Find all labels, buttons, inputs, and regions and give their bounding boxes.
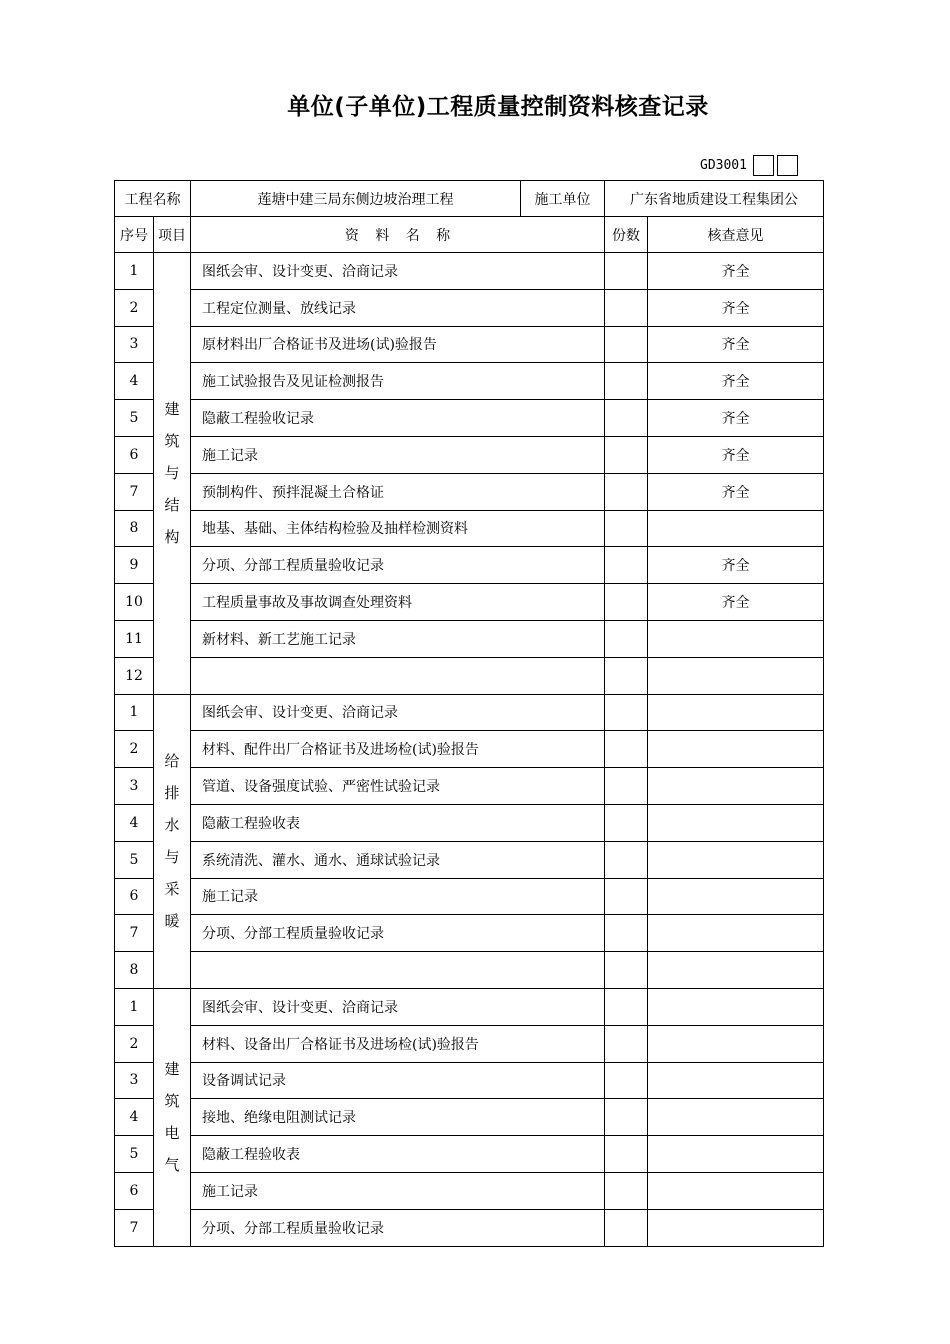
- row-opinion: [648, 620, 824, 657]
- row-material-name: 图纸会审、设计变更、洽商记录: [191, 988, 605, 1025]
- table-row: [115, 326, 824, 363]
- row-opinion: 齐全: [648, 584, 824, 621]
- table-row: [115, 878, 824, 915]
- row-seq: 6: [115, 436, 154, 473]
- row-opinion: [648, 1062, 824, 1099]
- row-opinion: 齐全: [648, 400, 824, 437]
- row-opinion: 齐全: [648, 436, 824, 473]
- table-row: [115, 363, 824, 400]
- row-material-name: 隐蔽工程验收表: [191, 1136, 605, 1173]
- group-name-char: 构: [164, 528, 180, 547]
- group-name: [154, 253, 191, 695]
- row-material-name: 材料、配件出厂合格证书及进场检(试)验报告: [191, 731, 605, 768]
- row-opinion: 齐全: [648, 363, 824, 400]
- row-copies: [605, 620, 648, 657]
- row-material-name: 分项、分部工程质量验收记录: [191, 1209, 605, 1246]
- row-opinion: [648, 657, 824, 694]
- row-material-name: 系统清洗、灌水、通水、通球试验记录: [191, 841, 605, 878]
- row-seq: 1: [115, 988, 154, 1025]
- row-seq: 7: [115, 1209, 154, 1246]
- project-name-value: 莲塘中建三局东侧边坡治理工程: [191, 181, 521, 217]
- form-code: GD3001: [700, 157, 747, 173]
- row-copies: [605, 1099, 648, 1136]
- row-material-name: 工程定位测量、放线记录: [191, 289, 605, 326]
- project-info-row: [115, 181, 824, 217]
- quality-control-table: [114, 180, 824, 1247]
- row-opinion: [648, 1172, 824, 1209]
- row-opinion: 齐全: [648, 289, 824, 326]
- row-material-name: 隐蔽工程验收表: [191, 804, 605, 841]
- row-seq: 3: [115, 1062, 154, 1099]
- row-material-name: 隐蔽工程验收记录: [191, 400, 605, 437]
- row-material-name: 地基、基础、主体结构检验及抽样检测资料: [191, 510, 605, 547]
- table-row: [115, 584, 824, 621]
- group-name-char: 筑: [164, 432, 180, 451]
- row-copies: [605, 400, 648, 437]
- row-opinion: [648, 1099, 824, 1136]
- row-opinion: [648, 694, 824, 731]
- row-copies: [605, 694, 648, 731]
- table-row: [115, 436, 824, 473]
- row-material-name: 施工记录: [191, 436, 605, 473]
- form-code-box-1[interactable]: [753, 155, 774, 176]
- row-copies: [605, 253, 648, 290]
- group-name-char: 气: [164, 1156, 180, 1175]
- contractor-label: 施工单位: [521, 181, 605, 217]
- row-copies: [605, 436, 648, 473]
- row-material-name: 接地、绝缘电阻测试记录: [191, 1099, 605, 1136]
- row-seq: 4: [115, 363, 154, 400]
- col-header-copies: 份数: [605, 217, 648, 253]
- table-row: [115, 1025, 824, 1062]
- row-copies: [605, 289, 648, 326]
- group-name-char: 建: [164, 1060, 180, 1079]
- table-row: [115, 253, 824, 290]
- group-name: [154, 694, 191, 988]
- row-seq: 12: [115, 657, 154, 694]
- row-seq: 4: [115, 804, 154, 841]
- table-row: [115, 694, 824, 731]
- row-material-name: 设备调试记录: [191, 1062, 605, 1099]
- row-copies: [605, 473, 648, 510]
- row-seq: 1: [115, 253, 154, 290]
- row-seq: 7: [115, 473, 154, 510]
- project-name-label: 工程名称: [115, 181, 191, 217]
- row-opinion: 齐全: [648, 326, 824, 363]
- row-material-name: 预制构件、预拌混凝土合格证: [191, 473, 605, 510]
- row-material-name: 管道、设备强度试验、严密性试验记录: [191, 768, 605, 805]
- table-row: [115, 768, 824, 805]
- row-copies: [605, 326, 648, 363]
- table-row: [115, 988, 824, 1025]
- row-seq: 11: [115, 620, 154, 657]
- row-seq: 10: [115, 584, 154, 621]
- col-header-seq: 序号: [115, 217, 154, 253]
- group-name-char: 结: [164, 496, 180, 515]
- row-copies: [605, 915, 648, 952]
- row-copies: [605, 804, 648, 841]
- column-header-row: [115, 217, 824, 253]
- col-header-material: 资 料 名 称: [191, 217, 605, 253]
- row-copies: [605, 768, 648, 805]
- row-material-name: [191, 657, 605, 694]
- row-copies: [605, 657, 648, 694]
- table-row: [115, 1136, 824, 1173]
- row-seq: 4: [115, 1099, 154, 1136]
- group-name-char: 与: [164, 848, 180, 867]
- row-material-name: 原材料出厂合格证书及进场(试)验报告: [191, 326, 605, 363]
- table-row: [115, 657, 824, 694]
- col-header-item: 项目: [154, 217, 191, 253]
- row-opinion: [648, 1136, 824, 1173]
- row-seq: 8: [115, 510, 154, 547]
- table-row: [115, 289, 824, 326]
- table-row: [115, 804, 824, 841]
- group-name-char: 排: [164, 784, 180, 803]
- row-copies: [605, 988, 648, 1025]
- row-copies: [605, 510, 648, 547]
- row-copies: [605, 1136, 648, 1173]
- row-opinion: [648, 768, 824, 805]
- table-row: [115, 952, 824, 989]
- table-row: [115, 1209, 824, 1246]
- row-copies: [605, 952, 648, 989]
- row-copies: [605, 363, 648, 400]
- table-row: [115, 915, 824, 952]
- row-material-name: 施工记录: [191, 878, 605, 915]
- row-opinion: [648, 510, 824, 547]
- table-row: [115, 400, 824, 437]
- row-copies: [605, 1025, 648, 1062]
- col-header-opinion: 核查意见: [648, 217, 824, 253]
- group-name-char: 电: [164, 1124, 180, 1143]
- table-row: [115, 547, 824, 584]
- row-opinion: [648, 915, 824, 952]
- row-copies: [605, 547, 648, 584]
- row-seq: 9: [115, 547, 154, 584]
- group-name-char: 采: [164, 880, 180, 899]
- row-material-name: 工程质量事故及事故调查处理资料: [191, 584, 605, 621]
- row-seq: 5: [115, 1136, 154, 1173]
- row-opinion: [648, 804, 824, 841]
- row-opinion: 齐全: [648, 473, 824, 510]
- row-copies: [605, 1062, 648, 1099]
- row-seq: 5: [115, 841, 154, 878]
- row-seq: 7: [115, 915, 154, 952]
- row-seq: 3: [115, 326, 154, 363]
- row-opinion: [648, 878, 824, 915]
- row-seq: 6: [115, 1172, 154, 1209]
- row-opinion: [648, 988, 824, 1025]
- row-copies: [605, 1172, 648, 1209]
- row-copies: [605, 1209, 648, 1246]
- row-material-name: [191, 952, 605, 989]
- contractor-value: 广东省地质建设工程集团公: [605, 181, 824, 217]
- group-name-char: 筑: [164, 1092, 180, 1111]
- group-name: [154, 988, 191, 1246]
- table-row: [115, 1062, 824, 1099]
- row-material-name: 材料、设备出厂合格证书及进场检(试)验报告: [191, 1025, 605, 1062]
- form-title: 单位(子单位)工程质量控制资料核查记录: [287, 94, 709, 120]
- row-seq: 3: [115, 768, 154, 805]
- group-name-char: 建: [164, 400, 180, 419]
- group-name-char: 给: [164, 752, 180, 771]
- row-opinion: [648, 731, 824, 768]
- row-seq: 2: [115, 1025, 154, 1062]
- row-copies: [605, 584, 648, 621]
- row-seq: 8: [115, 952, 154, 989]
- row-opinion: 齐全: [648, 547, 824, 584]
- row-material-name: 分项、分部工程质量验收记录: [191, 547, 605, 584]
- table-row: [115, 1099, 824, 1136]
- row-copies: [605, 731, 648, 768]
- row-material-name: 新材料、新工艺施工记录: [191, 620, 605, 657]
- table-row: [115, 510, 824, 547]
- group-name-char: 暖: [164, 912, 180, 931]
- table-row: [115, 731, 824, 768]
- table-row: [115, 620, 824, 657]
- row-opinion: 齐全: [648, 253, 824, 290]
- row-material-name: 图纸会审、设计变更、洽商记录: [191, 253, 605, 290]
- table-row: [115, 1172, 824, 1209]
- group-name-char: 与: [164, 464, 180, 483]
- row-seq: 1: [115, 694, 154, 731]
- row-seq: 5: [115, 400, 154, 437]
- row-opinion: [648, 1209, 824, 1246]
- row-seq: 2: [115, 289, 154, 326]
- row-seq: 2: [115, 731, 154, 768]
- group-name-char: 水: [164, 816, 180, 835]
- row-opinion: [648, 1025, 824, 1062]
- row-material-name: 施工试验报告及见证检测报告: [191, 363, 605, 400]
- row-seq: 6: [115, 878, 154, 915]
- row-material-name: 图纸会审、设计变更、洽商记录: [191, 694, 605, 731]
- row-opinion: [648, 841, 824, 878]
- row-opinion: [648, 952, 824, 989]
- form-code-box-2[interactable]: [777, 155, 798, 176]
- row-copies: [605, 878, 648, 915]
- table-row: [115, 841, 824, 878]
- row-material-name: 分项、分部工程质量验收记录: [191, 915, 605, 952]
- row-material-name: 施工记录: [191, 1172, 605, 1209]
- row-copies: [605, 841, 648, 878]
- table-row: [115, 473, 824, 510]
- form-code-row: [700, 153, 798, 177]
